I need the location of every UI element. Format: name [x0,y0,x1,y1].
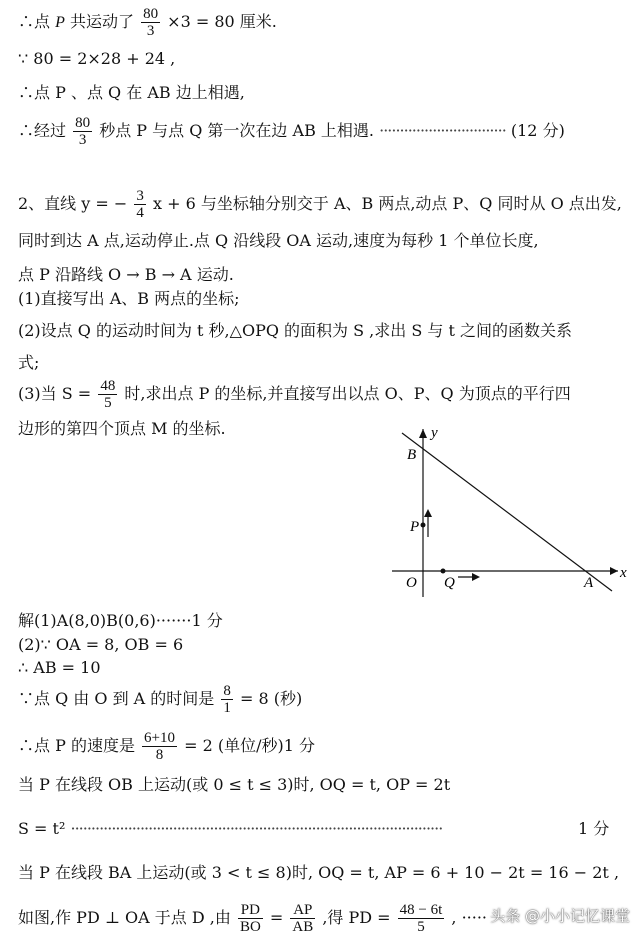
fraction: $\frac{48}{5}$ [100,378,116,411]
solution-1: 解(1)A(8,0)B(0,6)·······1 分 [18,611,223,630]
label-x: x [620,565,627,581]
question-2b: 式; [18,353,40,372]
problem2-line-c: 点 P 沿路线 O → B → A 运动. [18,265,234,284]
fraction: $\frac{8}{1}$ [223,683,231,716]
point-p [421,523,426,528]
p-arrowhead [424,509,432,517]
line-2: ∵ 80 = 2×28 + 24 , [18,49,176,68]
line-ab [402,433,612,591]
q-arrowhead [472,573,480,581]
fraction: $\frac{80}{3}$ [143,6,159,39]
text: ∴点 [18,12,56,31]
fraction: $\frac{PD}{BO}$ [239,902,261,935]
fraction: $\frac{48 - 6t}{5}$ [399,902,443,935]
solution-3: ∴ AB = 10 [18,658,101,677]
question-3a: (3)当 S = $\frac{48}{5}$ 时,求出点 P 的坐标,并直接写出以点 O、P、Q 为顶点的平行四 [18,378,571,411]
label-p: P [410,519,420,535]
label-a: A [584,575,594,591]
label-y: y [431,425,438,441]
x-axis-arrow [610,567,618,575]
line-4: ∴经过 $\frac{80}{3}$ 秒点 P 与点 Q 第一次在边 AB 上相遇. ······························· (12 分) [18,115,565,148]
fraction: $\frac{80}{3}$ [75,115,91,148]
label-o: O [406,575,417,591]
label-q: Q [444,575,455,591]
fraction: $\frac{3}{4}$ [136,188,144,221]
line-1: ∴点 P 共运动了 $\frac{80}{3}$ ×3 = 80 厘米. [18,6,277,39]
question-2a: (2)设点 Q 的运动时间为 t 秒,△OPQ 的面积为 S ,求出 S 与 t 之间的函数关系 [18,321,572,340]
problem2-line-b: 同时到达 A 点,运动停止.点 Q 沿线段 OA 运动,速度为每秒 1 个单位长度, [18,231,539,250]
solution-7: S = t² ··························································································· 1 分 [18,819,610,838]
solution-2: (2)∵ OA = 8, OB = 6 [18,635,184,654]
fraction: $\frac{AP}{AB}$ [292,902,314,935]
y-axis-arrow [419,429,427,438]
solution-9: 如图,作 PD ⊥ OA 于点 D ,由 $\frac{PD}{BO}$ = $\frac{AP}{AB}$ ,得 PD = $\frac{48 - 6t}{5}$ , ····· [18,902,488,935]
solution-8: 当 P 在线段 BA 上运动(或 3 < t ≤ 8)时, OQ = t, AP = 6 + 10 − 2t = 16 − 2t , [18,863,620,882]
coordinate-figure [390,425,630,600]
question-3b: 边形的第四个顶点 M 的坐标. [18,419,226,438]
watermark: 头条 @小小记忆课堂 [490,907,630,925]
line-3: ∴点 P 、点 Q 在 AB 边上相遇, [18,83,245,102]
problem2-line-a: 2、直线 y = − $\frac{3}{4}$ x + 6 与坐标轴分别交于 A、B 两点,动点 P、Q 同时从 O 点出发, [18,188,622,221]
solution-4: ∵点 Q 由 O 到 A 的时间是 $\frac{8}{1}$ = 8 (秒) [18,683,303,716]
point-q [441,569,446,574]
fraction: $\frac{6+10}{8}$ [144,730,176,763]
solution-5: ∴点 P 的速度是 $\frac{6+10}{8}$ = 2 (单位/秒)1 分 [18,730,316,763]
text: ×3 = 80 厘米. [167,12,277,31]
solution-6: 当 P 在线段 OB 上运动(或 0 ≤ t ≤ 3)时, OQ = t, OP = 2t [18,775,451,794]
text: 共运动了 [64,12,134,31]
label-b: B [407,447,417,463]
question-1: (1)直接写出 A、B 两点的坐标; [18,289,240,308]
